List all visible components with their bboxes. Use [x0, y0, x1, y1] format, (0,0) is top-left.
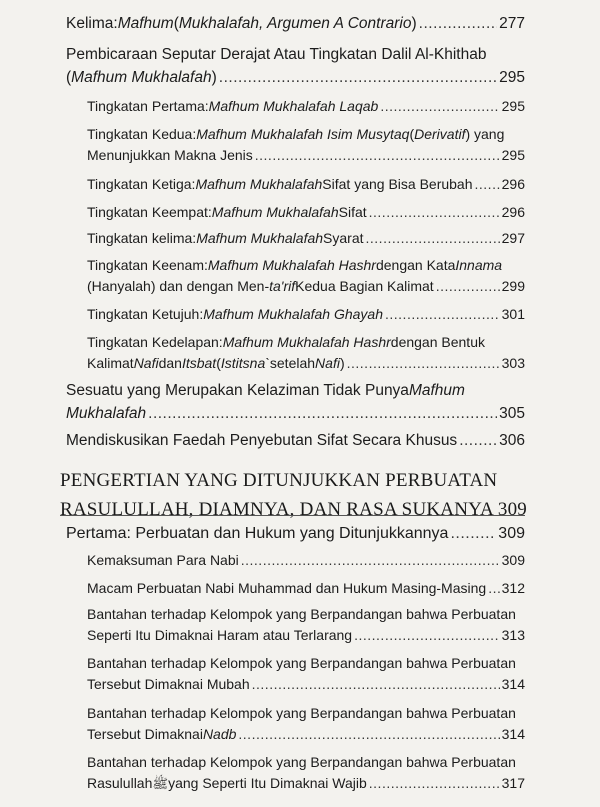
leader-dots — [354, 627, 500, 644]
leader-dots — [380, 98, 499, 115]
toc-entry[interactable]: Tingkatan Keempat: Mafhum Mukhalafah Sifat ..... 296 — [87, 204, 525, 221]
leader-dots — [252, 676, 500, 693]
leader-dots — [255, 147, 500, 164]
toc-entry[interactable]: Macam Perbuatan Nabi Muhammad dan Hukum Masing-Masing ..... 312 — [87, 580, 525, 597]
toc-entry[interactable]: Pertama: Perbuatan dan Hukum yang Ditunjukkannya ..... 309 — [66, 524, 525, 543]
toc-entry[interactable]: Tingkatan Kedua: Mafhum Mukhalafah Isim Musytaq ( Derivatif ) yang Menunjukkan Makna Jenis ..... 295 — [87, 126, 525, 164]
heading-rule — [60, 515, 525, 516]
page-number: 309 — [497, 498, 527, 520]
toc-entry[interactable]: Bantahan terhadap Kelompok yang Berpandangan bahwa Perbuatan Tersebut Dimaknai Mubah ..... 314 — [87, 655, 525, 693]
page-number: 301 — [501, 306, 525, 322]
toc-entry[interactable]: Bantahan terhadap Kelompok yang Berpandangan bahwa Perbuatan Seperti Itu Dimaknai Haram atau Terlarang ..... 313 — [87, 606, 525, 644]
page-number: 305 — [499, 404, 525, 422]
page-number: 314 — [501, 675, 525, 692]
page-number: 296 — [501, 204, 525, 220]
leader-dots — [219, 69, 497, 88]
toc-entry[interactable]: Tingkatan Keenam: Mafhum Mukhalafah Hashr dengan Kata Innama (Hanyalah) dan dengan Men- ta'rif Kedua Bagian Kalimat ..... 299 — [87, 257, 525, 295]
leader-dots — [238, 726, 499, 743]
page-number: 296 — [501, 176, 525, 192]
leader-dots — [488, 580, 499, 597]
toc-entry[interactable]: Tingkatan Ketujuh: Mafhum Mukhalafah Ghayah ..... 301 — [87, 306, 525, 323]
page-number: 303 — [501, 354, 525, 371]
leader-dots — [475, 176, 500, 193]
chapter-heading[interactable]: PENGERTIAN YANG DITUNJUKKAN PERBUATAN RASULULLAH, DIAMNYA, DAN RASA SUKANYA 309 — [60, 470, 527, 520]
page-number: 277 — [499, 15, 525, 32]
leader-dots — [241, 552, 500, 569]
toc-entry[interactable]: Tingkatan kelima: Mafhum Mukhalafah Syarat ..... 297 — [87, 230, 525, 247]
toc-entry[interactable]: Pembicaraan Seputar Derajat Atau Tingkatan Dalil Al-Khithab ( Mafhum Mukhalafah ) ..... 295 — [66, 46, 525, 87]
toc-entry[interactable]: Mendiskusikan Faedah Penyebutan Sifat Secara Khusus ..... 306 — [66, 432, 525, 451]
page-number: 317 — [501, 774, 525, 791]
toc-entry[interactable]: Bantahan terhadap Kelompok yang Berpandangan bahwa Perbuatan Rasulullah ﷺ yang Seperti Itu Dimaknai Wajib ..... 317 — [87, 754, 525, 792]
toc-entry[interactable]: Sesuatu yang Merupakan Kelaziman Tidak Punya Mafhum Mukhalafah ..... 305 — [66, 382, 525, 423]
leader-dots — [148, 405, 497, 424]
page-number: 295 — [499, 68, 525, 86]
salawat-glyph-icon: ﷺ — [152, 775, 169, 791]
toc-entry[interactable]: Tingkatan Pertama: Mafhum Mukhalafah Laqab ..... 295 — [87, 98, 525, 115]
leader-dots — [419, 15, 497, 34]
page-number: 314 — [501, 725, 525, 742]
leader-dots — [369, 204, 500, 221]
toc-entry[interactable]: Kemaksuman Para Nabi ..... 309 — [87, 552, 525, 569]
leader-dots — [450, 524, 496, 543]
toc-entry[interactable]: Kelima: Mafhum ( Mukhalafah, Argumen A Contrario ) ..... 277 — [66, 15, 525, 34]
toc-entry[interactable]: Tingkatan Kedelapan: Mafhum Mukhalafah Hashr dengan Bentuk Kalimat Nafi dan Itsbat ( Istitsna` setelah Nafi ) ..... 303 — [87, 334, 525, 372]
leader-dots — [369, 775, 500, 792]
leader-dots — [459, 432, 497, 451]
page-number: 297 — [501, 230, 525, 246]
leader-dots — [366, 230, 500, 247]
toc-entry[interactable]: Tingkatan Ketiga: Mafhum Mukhalafah Sifat yang Bisa Berubah ..... 296 — [87, 176, 525, 193]
page-number: 309 — [501, 552, 525, 568]
page-number: 313 — [501, 626, 525, 643]
toc-entry[interactable]: Bantahan terhadap Kelompok yang Berpandangan bahwa Perbuatan Tersebut Dimaknai Nadb ..... 314 — [87, 705, 525, 743]
leader-dots — [385, 306, 500, 323]
leader-dots — [347, 355, 500, 372]
page-number: 306 — [499, 432, 525, 449]
page-number: 309 — [498, 525, 525, 542]
leader-dots — [436, 278, 500, 295]
page-number: 295 — [501, 98, 525, 114]
page-number: 299 — [501, 277, 525, 294]
page-number: 312 — [501, 580, 525, 596]
page-number: 295 — [501, 146, 525, 163]
